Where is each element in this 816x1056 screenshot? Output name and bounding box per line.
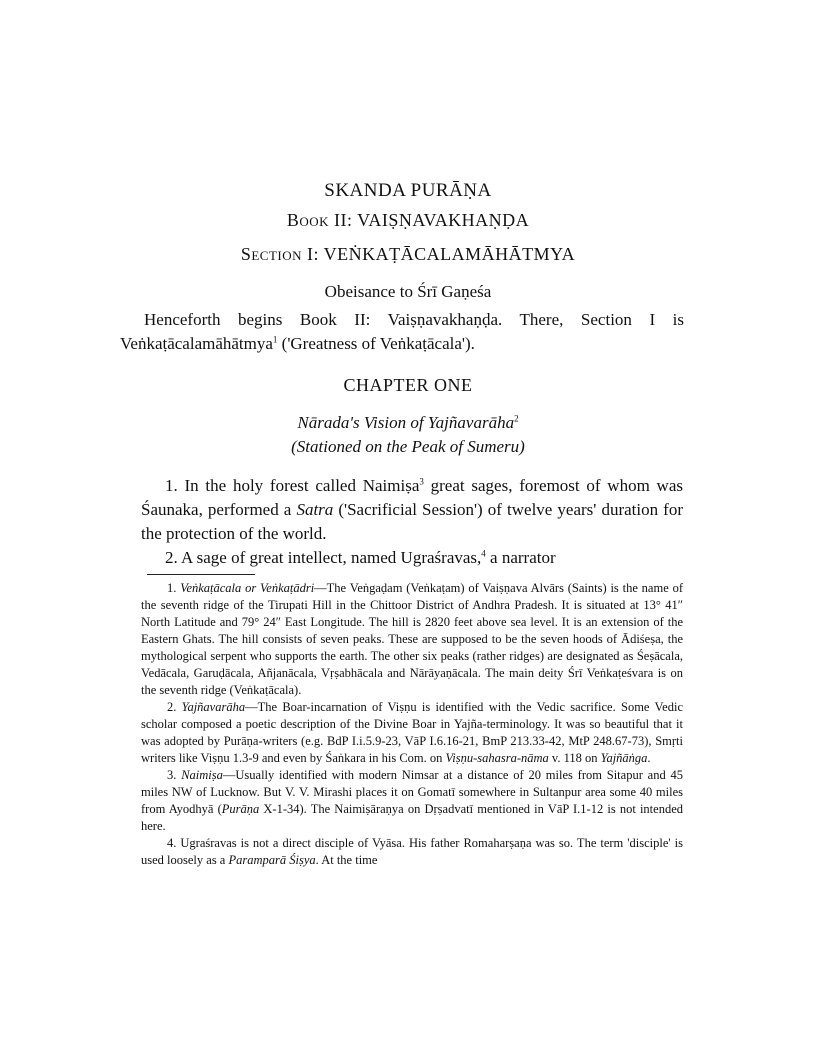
footnote-ref-4: 4 [481,548,486,559]
footnote-ref-1: 1 [272,334,278,345]
intro-paragraph [120,308,684,356]
chapter-subtitle-text: Nārada's Vision of Yajñavarāha [297,413,515,432]
verse-1-text-3: ('Sacrificial Session') of twelve years' duration for the protection of the world. [141,500,683,543]
footnote-4-italic: Paramparā Śiṣya [228,853,316,867]
book-name: II: VAIṢṆAVAKHAṆḌA [328,210,530,230]
section-prefix: Section [240,244,302,264]
footnote-2-body-3: . [647,751,651,765]
footnote-ref-3: 3 [419,476,424,487]
footnote-2-term: Yajñavarāha [181,700,246,714]
footnote-4 [141,835,683,869]
verse-text [141,474,683,570]
verse-1-text: 1. In the holy forest called Naimiṣa [165,476,420,495]
section-name: I: VEṄKAṬĀCALAMĀHĀTMYA [302,244,576,264]
chapter-subtitle-second: (Stationed on the Peak of Sumeru) [291,437,525,456]
footnote-2-italic-2: Yajñāṅga [600,751,648,765]
footnote-2-number: 2. [167,700,177,714]
footnote-1-body: —The Veṅgaḍam (Veṅkaṭam) of Vaiṣṇava Alvārs (Saints) is the name of the seventh ridge of the Tirupati Hill in the Chittoor District of Andhra Pradesh. It is situated at 13° 41″ North Latitude and 79° 24″ East Longitude. The hill is 2820 feet above sea level. It is an extension of the Eastern Ghats. The hill consists of seven peaks. These are supposed to be the seven hoods of Ādiśeṣa, the mythological serpent who supports the earth. The other six peaks (rather ridges) are designated as Śeṣācala, Vedācala, Garuḍācala, Añjanācala, Vṛṣabhācala and Nārāyaṇācala. The main deity Śrī Veṅkaṭeśvara is on the seventh ridge (Veṅkaṭācala). [141,581,683,697]
verse-2 [141,546,683,570]
footnote-4-number: 4. [167,836,177,850]
footnote-1-number: 1. [167,581,177,595]
chapter-subtitle [0,413,816,433]
book-heading [0,210,816,231]
footnote-1 [141,580,683,699]
book-prefix: Book [286,210,329,230]
work-title: SKANDA PURĀṆA [324,180,492,201]
chapter-heading: CHAPTER ONE [343,375,473,395]
footnote-2 [141,699,683,767]
verse-2-text: 2. A sage of great intellect, named Ugraśravas, [165,548,482,567]
footnote-2-body: —The Boar-incarnation of Viṣṇu is identified with the Vedic sacrifice. Some Vedic scholar composed a poetic description of the Divine Boar in Yajña-terminology. It was so beautiful that it was adopted by Purāṇa-writers (e.g. BdP I.i.5.9-23, VāP I.6.16-21, BmP 213.33-42, MtP 248.67-73), Smṛti writers like Viṣṇu 1.3-9 and even by Śaṅkara in his Com. on [141,700,683,765]
intro-text: Henceforth begins Book II: Vaiṣṇavakhaṇḍa. There, Section I is Veṅkaṭācalamāhātmya [120,310,684,353]
verse-1-italic: Satra [296,500,334,519]
footnote-2-italic-1: Viṣṇu-sahasra-nāma [445,751,549,765]
verse-1-text-2: great sages, foremost of whom was Śaunaka, performed a [141,476,683,519]
footnote-3 [141,767,683,835]
footnote-3-body-2: X-1-34). The Naimiṣāraṇya on Dṛṣadvatī mentioned in VāP I.1-12 is not intended here. [141,802,683,833]
footnote-3-term: Naimiṣa [181,768,223,782]
intro-text-end: ('Greatness of Veṅkaṭācala'). [277,334,475,353]
footnote-3-italic: Purāṇa [221,802,260,816]
footnote-3-number: 3. [167,768,177,782]
footnote-2-body-2: v. 118 on [548,751,601,765]
footnote-4-body: Ugraśravas is not a direct disciple of Vyāsa. His father Romaharṣaṇa was so. The term 'disciple' is used loosely as a [141,836,683,867]
footnote-4-body-2: . At the time [315,853,378,867]
verse-1 [141,474,683,546]
footnote-1-term: Veṅkaṭācala or Veṅkaṭādri [180,581,315,595]
section-heading [0,244,816,265]
footnotes [141,580,683,869]
verse-2-text-2: a narrator [485,548,556,567]
obeisance-line: Obeisance to Śrī Gaṇeśa [324,282,492,301]
footnote-divider [147,574,255,575]
footnote-ref-2: 2 [514,413,519,424]
footnote-3-body: —Usually identified with modern Nimsar at a distance of 20 miles from Sitapur and 45 miles NW of Lucknow. But V. V. Mirashi places it on Gomatī somewhere in Sultanpur area some 40 miles from Ayodhyā ( [141,768,684,816]
